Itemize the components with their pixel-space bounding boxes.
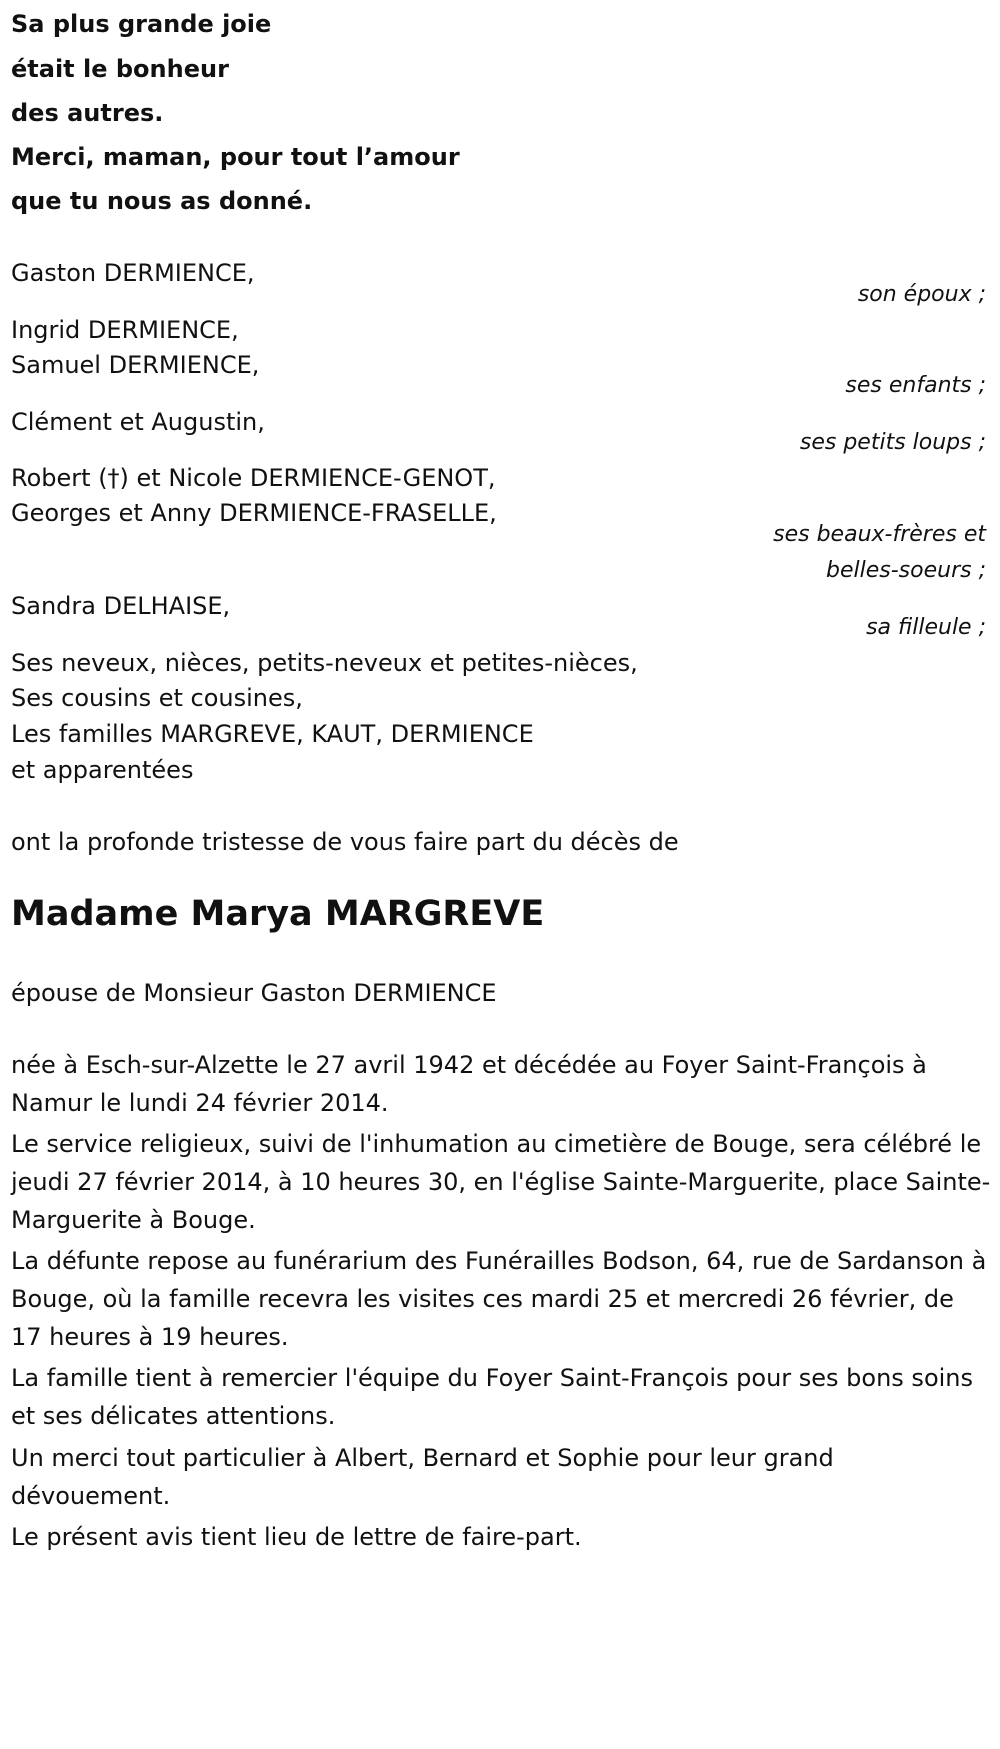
special-thanks-paragraph: Un merci tout particulier à Albert, Bernard et Sophie pour leur grand dévouement. <box>11 1444 834 1510</box>
spouse-role: son époux ; <box>857 282 986 307</box>
child-name: Samuel DERMIENCE, <box>11 351 260 379</box>
inlaw-name: Robert (†) et Nicole DERMIENCE-GENOT, <box>11 464 496 492</box>
funerarium-paragraph: La défunte repose au funérarium des Funérailles Bodson, 64, rue de Sardanson à Bouge, où la famille recevra les visites ces mardi 25 et mercredi 26 février, de 17 heures à 19 heures. <box>11 1247 987 1351</box>
inlaws-role: belles-soeurs ; <box>826 558 986 583</box>
service-paragraph: Le service religieux, suivi de l'inhumation au cimetière de Bouge, sera célébré le jeudi 27 février 2014, à 10 heures 30, en l'église Sainte-Marguerite, place Sainte-Marguerite à Bouge. <box>11 1130 991 1234</box>
other-relatives: Les familles MARGREVE, KAUT, DERMIENCE <box>11 720 534 748</box>
announcement: ont la profonde tristesse de vous faire part du décès de <box>11 828 679 856</box>
quote-line: que tu nous as donné. <box>11 187 313 215</box>
children-role: ses enfants ; <box>845 373 986 398</box>
child-name: Ingrid DERMIENCE, <box>11 316 239 344</box>
goddaughter-name: Sandra DELHAISE, <box>11 592 231 620</box>
inlaw-name: Georges et Anny DERMIENCE-FRASELLE, <box>11 499 497 527</box>
closing-paragraph: Le présent avis tient lieu de lettre de faire-part. <box>11 1523 582 1551</box>
spouse-name: Gaston DERMIENCE, <box>11 259 255 287</box>
grandchildren-name: Clément et Augustin, <box>11 408 265 436</box>
birth-death-paragraph: née à Esch-sur-Alzette le 27 avril 1942 et décédée au Foyer Saint-François à Namur le lundi 24 février 2014. <box>11 1051 927 1117</box>
quote-line: des autres. <box>11 99 164 127</box>
other-relatives: Ses neveux, nièces, petits-neveux et petites-nièces, <box>11 649 638 677</box>
thanks-paragraph: La famille tient à remercier l'équipe du Foyer Saint-François pour ses bons soins et ses délicates attentions. <box>11 1364 974 1430</box>
goddaughter-role: sa filleule ; <box>866 615 986 640</box>
grandchildren-role: ses petits loups ; <box>799 430 986 455</box>
other-relatives: Ses cousins et cousines, <box>11 684 303 712</box>
quote-line: Merci, maman, pour tout l’amour <box>11 143 460 171</box>
quote-line: était le bonheur <box>11 55 229 83</box>
inlaws-role: ses beaux-frères et <box>773 522 986 547</box>
other-relatives: et apparentées <box>11 756 194 784</box>
deceased-name: Madame Marya MARGREVE <box>11 894 545 934</box>
spouse-of: épouse de Monsieur Gaston DERMIENCE <box>11 979 497 1007</box>
quote-line: Sa plus grande joie <box>11 10 272 38</box>
